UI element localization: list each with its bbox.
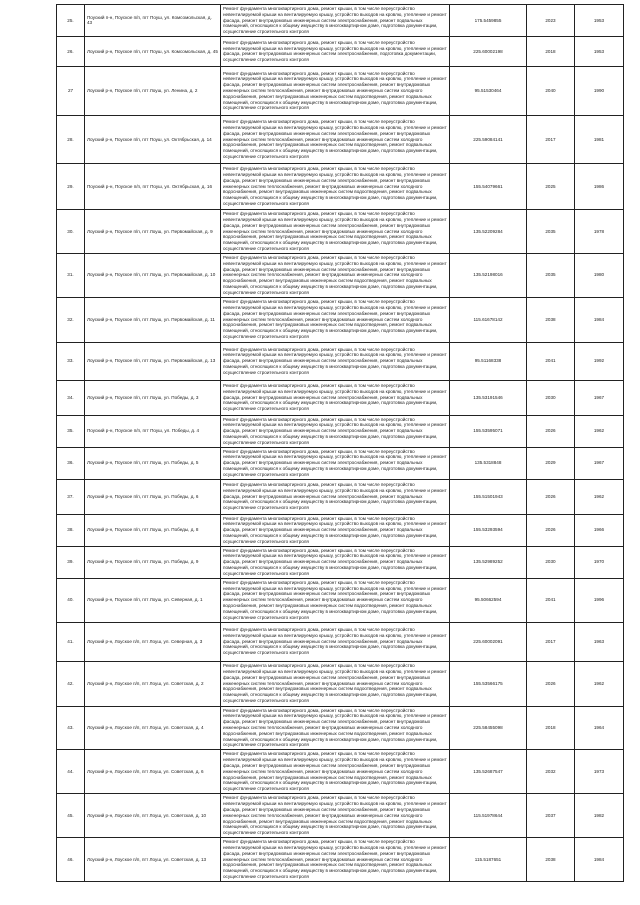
table-row: [57, 342, 624, 380]
row-built-year: 1953: [575, 36, 624, 66]
table-row: [57, 546, 624, 578]
row-work-description: Ремонт фундамента многоквартирного дома, ремонт крыши, в том числе переустройство невентилируемой крыши на вентилируемую крышу, устройство выходов на кровлю, утепление и ремонт фасада, ремонт внутридомовых инженерных систем электроснабжения, ремонт подвальных помещений, относящихся к общему имуществу в многоквартирном доме, подготовка документации, осуществление строительного контроля: [221, 479, 450, 514]
row-address: Лоуский р-н, Поуское п/п, пгт Лоуш, ул. Победы, д. 9: [85, 546, 221, 578]
row-built-year: 1973: [575, 750, 624, 794]
row-built-year: 1962: [575, 479, 624, 514]
row-built-year: 1984: [575, 838, 624, 882]
row-built-year: 1966: [575, 514, 624, 546]
table-row: [57, 66, 624, 115]
row-number: 27: [57, 66, 85, 115]
row-planned-year: 2041: [527, 342, 575, 380]
row-address: Лоуский р-н, Поуское п/п, пгт Поуш, ул. Октябрьская, д. 14: [85, 115, 221, 163]
row-planned-year: 2030: [527, 546, 575, 578]
row-planned-year: 2041: [527, 578, 575, 622]
table-row: [57, 36, 624, 66]
row-address: Лоуский р-н, Поуское п/п, пгт Лоуш, ул. Победы, д. 5: [85, 447, 221, 479]
row-address: Лоуский р-н, Лоуское п/п, пгт Лоуш, ул. Советская, д. 6: [85, 750, 221, 794]
row-planned-year: 2038: [527, 838, 575, 882]
table-row: [57, 706, 624, 750]
row-address: Лоуский р-н, Поуское п/п, пгт Лоуш, ул. Победы, д. 6: [85, 479, 221, 514]
row-number: 33.: [57, 342, 85, 380]
row-planned-year: 2029: [527, 447, 575, 479]
row-number: 36.: [57, 447, 85, 479]
row-planned-year: 2035: [527, 253, 575, 297]
row-number: 29.: [57, 163, 85, 209]
row-work-description: Ремонт фундамента многоквартирного дома, ремонт крыши, в том числе переустройство невентилируемой крыши на вентилируемую крышу, устройство выходов на кровлю, утепление и ремонт фасада, ремонт внутридомовых инженерных систем электроснабжения, ремонт подвальных помещений, относящихся к общему имуществу в многоквартирном доме, подготовка документации, осуществление строительного контроля: [221, 5, 450, 37]
row-built-year: 1970: [575, 546, 624, 578]
row-work-description: Ремонт фундамента многоквартирного дома, ремонт крыши, в том числе переустройство невентилируемой крыши на вентилируемую крышу, устройство выходов на кровлю, утепление и ремонт фасада, ремонт внутридомовых инженерных систем электроснабжения, ремонт внутридомовых инженерных систем теплоснабжения, ремонт внутридомовых инженерных систем холодного водоснабжения, ремонт внутридомовых инженерных систем водоотведения, ремонт подвальных помещений, относящихся к общему имуществу в многоквартирном доме, подготовка документации, осуществление строительного контроля: [221, 750, 450, 794]
row-work-description: Ремонт фундамента многоквартирного дома, ремонт крыши, в том числе переустройство невентилируемой крыши на вентилируемую крышу, устройство выходов на кровлю, утепление и ремонт фасада, ремонт внутридомовых инженерных систем электроснабжения, ремонт внутридомовых инженерных систем теплоснабжения, ремонт внутридомовых инженерных систем холодного водоснабжения, ремонт внутридомовых инженерных систем водоотведения, ремонт подвальных помещений, относящихся к общему имуществу в многоквартирном доме, подготовка документации, осуществление строительного контроля: [221, 163, 450, 209]
row-work-description: Ремонт фундамента многоквартирного дома, ремонт крыши, в том числе переустройство невентилируемой крыши на вентилируемую крышу, устройство выходов на кровлю, утепление и ремонт фасада, ремонт внутридомовых инженерных систем электроснабжения, ремонт подвальных помещений, относящихся к общему имуществу в многоквартирном доме, подготовка документации, осуществление строительного контроля: [221, 622, 450, 661]
row-built-year: 1953: [575, 5, 624, 37]
row-cost: 135.5318848: [450, 447, 527, 479]
row-built-year: 1990: [575, 66, 624, 115]
row-address: Лоуский р-н, Поуское п/п, пгт Лоуш, ул. Первомайская, д. 13: [85, 342, 221, 380]
row-number: 25.: [57, 5, 85, 37]
row-address: Поуский п-н, Поуское п/п, пгт Поуш, ул. Комсомольская, д. 43: [85, 5, 221, 37]
row-number: 38.: [57, 514, 85, 546]
row-address: Лоуский р-н, Поуское п/п, пгт Лоуш, ул. Ленина, д. 2: [85, 66, 221, 115]
row-built-year: 1982: [575, 794, 624, 838]
table-row: [57, 447, 624, 479]
table-body: [57, 5, 624, 882]
row-work-description: Ремонт фундамента многоквартирного дома, ремонт крыши, в том числе переустройство невентилируемой крыши на вентилируемую крышу, устройство выходов на кровлю, утепление и ремонт фасада, ремонт внутридомовых инженерных систем электроснабжения, ремонт подвальных помещений, относящихся к общему имуществу в многоквартирном доме, подготовка документации, осуществление строительного контроля: [221, 342, 450, 380]
row-cost: 175.5459855: [450, 5, 527, 37]
row-planned-year: 2035: [527, 209, 575, 253]
row-work-description: Ремонт фундамента многоквартирного дома, ремонт крыши, в том числе переустройство невентилируемой крыши на вентилируемую крышу, устройство выходов на кровлю, утепление и ремонт фасада, ремонт внутридомовых инженерных систем электроснабжения, ремонт внутридомовых инженерных систем теплоснабжения, ремонт внутридомовых инженерных систем холодного водоснабжения, ремонт внутридомовых инженерных систем водоотведения, ремонт подвальных помещений, относящихся к общему имуществу в многоквартирном доме, подготовка документации, осуществление строительного контроля: [221, 794, 450, 838]
row-work-description: Ремонт фундамента многоквартирного дома, ремонт крыши, в том числе переустройство невентилируемой крыши на вентилируемую крышу, устройство выходов на кровлю, утепление и ремонт фасада, ремонт внутридомовых инженерных систем электроснабжения, подготовка документации, осуществление строительного контроля: [221, 36, 450, 66]
row-cost: 155.51501943: [450, 479, 527, 514]
row-built-year: 1992: [575, 342, 624, 380]
row-planned-year: 2032: [527, 750, 575, 794]
row-planned-year: 2018: [527, 36, 575, 66]
row-address: Лоуский р-н, Лоуское п/п, пгт Лоуш, ул. Советская, д. 2: [85, 661, 221, 706]
row-planned-year: 2018: [527, 706, 575, 750]
row-cost: 135.52989252: [450, 546, 527, 578]
row-address: Лоуский р-н, Поуское п/п, пгт Лоуш, ул. Первомайская, д. 11: [85, 297, 221, 342]
row-work-description: Ремонт фундамента многоквартирного дома, ремонт крыши, в том числе переустройство невентилируемой крыши на вентилируемую крышу, устройство выходов на кровлю, утепление и ремонт фасада, ремонт внутридомовых инженерных систем электроснабжения, ремонт внутридомовых инженерных систем теплоснабжения, ремонт внутридомовых инженерных систем холодного водоснабжения, ремонт внутридомовых инженерных систем водоотведения, ремонт подвальных помещений, относящихся к общему имуществу в многоквартирном доме, подготовка документации, осуществление строительного контроля: [221, 253, 450, 297]
row-number: 46.: [57, 838, 85, 882]
row-number: 40.: [57, 578, 85, 622]
row-number: 41.: [57, 622, 85, 661]
row-address: Лоуский р-н, Поуское п/п, пгт Лоуш, ул. Первомайская, д. 9: [85, 209, 221, 253]
row-built-year: 1978: [575, 209, 624, 253]
row-built-year: 1986: [575, 163, 624, 209]
table-row: [57, 415, 624, 447]
table-row: [57, 750, 624, 794]
table-row: [57, 514, 624, 546]
table-row: [57, 297, 624, 342]
row-work-description: Ремонт фундамента многоквартирного дома, ремонт крыши, в том числе переустройство невентилируемой крыши на вентилируемую крышу, устройство выходов на кровлю, утепление и ремонт фасада, ремонт внутридомовых инженерных систем электроснабжения, ремонт внутридомовых инженерных систем теплоснабжения, ремонт внутридомовых инженерных систем холодного водоснабжения, ремонт внутридомовых инженерных систем водоотведения, ремонт подвальных помещений, относящихся к общему имуществу в многоквартирном доме, подготовка документации, осуществление строительного контроля: [221, 838, 450, 882]
row-address: Лоуский р-н, Поуское п/п, пгт Поуш, ул. Комсомольская, д. 45: [85, 36, 221, 66]
row-address: Лоуский р-н, Поуское п/п, пгт Лоуш, ул. Первомайская, д. 10: [85, 253, 221, 297]
row-work-description: Ремонт фундамента многоквартирного дома, ремонт крыши, в том числе переустройство невентилируемой крыши на вентилируемую крышу, устройство выходов на кровлю, утепление и ремонт фасада, ремонт внутридомовых инженерных систем электроснабжения, ремонт внутридомовых инженерных систем теплоснабжения, ремонт внутридомовых инженерных систем холодного водоснабжения, ремонт внутридомовых инженерных систем водоотведения, ремонт подвальных помещений, относящихся к общему имуществу в многоквартирном доме, подготовка документации, осуществление строительного контроля: [221, 661, 450, 706]
row-number: 43.: [57, 706, 85, 750]
row-cost: 135.52198016: [450, 253, 527, 297]
row-cost: 155.53566175: [450, 661, 527, 706]
row-cost: 95.50662594: [450, 578, 527, 622]
table-row: [57, 479, 624, 514]
table-row: [57, 661, 624, 706]
row-planned-year: 2037: [527, 794, 575, 838]
row-work-description: Ремонт фундамента многоквартирного дома, ремонт крыши, в том числе переустройство невентилируемой крыши на вентилируемую крышу, устройство выходов на кровлю, утепление и ремонт фасада, ремонт внутридомовых инженерных систем электроснабжения, ремонт подвальных помещений, относящихся к общему имуществу в многоквартирном доме, подготовка документации, осуществление строительного контроля: [221, 514, 450, 546]
row-address: Лоуский р-н, Поуское п/п, пгт Лоуш, ул. Северная, д. 1: [85, 578, 221, 622]
row-address: Лоуский р-н, Лоуское п/п, пгт Лоуш, ул. Советская, д. 13: [85, 838, 221, 882]
row-planned-year: 2017: [527, 622, 575, 661]
row-number: 31.: [57, 253, 85, 297]
row-built-year: 1967: [575, 380, 624, 415]
row-cost: 135.53191546: [450, 380, 527, 415]
row-work-description: Ремонт фундамента многоквартирного дома, ремонт крыши, в том числе переустройство невентилируемой крыши на вентилируемую крышу, устройство выходов на кровлю, утепление и ремонт фасада, ремонт внутридомовых инженерных систем электроснабжения, ремонт внутридомовых инженерных систем теплоснабжения, ремонт внутридомовых инженерных систем холодного водоснабжения, ремонт внутридомовых инженерных систем водоотведения, ремонт подвальных помещений, относящихся к общему имуществу в многоквартирном доме, подготовка документации, осуществление строительного контроля: [221, 297, 450, 342]
row-cost: 135.52687547: [450, 750, 527, 794]
row-planned-year: 2030: [527, 380, 575, 415]
row-cost: 225.60002198: [450, 36, 527, 66]
table-row: [57, 115, 624, 163]
row-number: 45.: [57, 794, 85, 838]
row-work-description: Ремонт фундамента многоквартирного дома, ремонт крыши, в том числе переустройство невентилируемой крыши на вентилируемую крышу, устройство выходов на кровлю, утепление и ремонт фасада, ремонт внутридомовых инженерных систем электроснабжения, ремонт подвальных помещений, относящихся к общему имуществу в многоквартирном доме, подготовка документации, осуществление строительного контроля: [221, 546, 450, 578]
row-work-description: Ремонт фундамента многоквартирного дома, ремонт крыши, в том числе переустройство невентилируемой крыши на вентилируемую крышу, устройство выходов на кровлю, утепление и ремонт фасада, ремонт внутридомовых инженерных систем электроснабжения, ремонт внутридомовых инженерных систем теплоснабжения, ремонт внутридомовых инженерных систем холодного водоснабжения, ремонт внутридомовых инженерных систем водоотведения, ремонт подвальных помещений, относящихся к общему имуществу в многоквартирном доме, подготовка документации, осуществление строительного контроля: [221, 209, 450, 253]
repair-program-table: [56, 4, 624, 882]
row-built-year: 1967: [575, 447, 624, 479]
table-row: [57, 209, 624, 253]
row-cost: 155.53293594: [450, 514, 527, 546]
table-row: [57, 253, 624, 297]
row-planned-year: 2038: [527, 297, 575, 342]
table-row: [57, 794, 624, 838]
row-built-year: 1996: [575, 578, 624, 622]
row-cost: 135.52209284: [450, 209, 527, 253]
row-planned-year: 2017: [527, 115, 575, 163]
row-cost: 155.54079661: [450, 163, 527, 209]
row-address: Лоуский р-н, Поуское п/п, пгт Лоуш, ул. Победы, д. 8: [85, 514, 221, 546]
table-row: [57, 163, 624, 209]
row-number: 30.: [57, 209, 85, 253]
row-number: 28.: [57, 115, 85, 163]
row-cost: 115.5187651: [450, 838, 527, 882]
row-cost: 95.51530464: [450, 66, 527, 115]
row-address: Лоуский р-н, Поуское п/п, пгт Лоуш, ул. Победы, д. 3: [85, 380, 221, 415]
row-number: 44.: [57, 750, 85, 794]
row-cost: 225.60002091: [450, 622, 527, 661]
row-planned-year: 2023: [527, 5, 575, 37]
row-built-year: 1964: [575, 706, 624, 750]
row-planned-year: 2040: [527, 66, 575, 115]
row-work-description: Ремонт фундамента многоквартирного дома, ремонт крыши, в том числе переустройство невентилируемой крыши на вентилируемую крышу, устройство выходов на кровлю, утепление и ремонт фасада, ремонт внутридомовых инженерных систем электроснабжения, ремонт внутридомовых инженерных систем теплоснабжения, ремонт внутридомовых инженерных систем холодного водоснабжения, ремонт внутридомовых инженерных систем водоотведения, ремонт подвальных помещений, относящихся к общему имуществу в многоквартирном доме, подготовка документации, осуществление строительного контроля: [221, 578, 450, 622]
row-cost: 115.61678142: [450, 297, 527, 342]
row-cost: 155.53595071: [450, 415, 527, 447]
row-built-year: 1984: [575, 297, 624, 342]
row-address: Поуский р-н, Поуское п/п, пгт Поуш, ул. Победы, д. 4: [85, 415, 221, 447]
row-address: Лоуский р-н, Лоуское п/п, пгт Лоуш, ул. Советская, д. 10: [85, 794, 221, 838]
row-number: 42.: [57, 661, 85, 706]
row-work-description: Ремонт фундамента многоквартирного дома, ремонт крыши, в том числе переустройство невентилируемой крыши на вентилируемую крышу, устройство выходов на кровлю, утепление и ремонт фасада, ремонт внутридомовых инженерных систем электроснабжения, ремонт подвальных помещений, относящихся к общему имуществу в многоквартирном доме, подготовка документации, осуществление строительного контроля: [221, 415, 450, 447]
table-row: [57, 622, 624, 661]
table-row: [57, 5, 624, 37]
row-work-description: Ремонт фундамента многоквартирного дома, ремонт крыши, в том числе переустройство невентилируемой крыши на вентилируемую крышу, устройство выходов на кровлю, утепление и ремонт фасада, ремонт внутридомовых инженерных систем электроснабжения, ремонт подвальных помещений, относящихся к общему имуществу в многоквартирном доме, подготовка документации, осуществление строительного контроля: [221, 380, 450, 415]
row-work-description: Ремонт фундамента многоквартирного дома, ремонт крыши, в том числе переустройство невентилируемой крыши на вентилируемую крышу, устройство выходов на кровлю, утепление и ремонт фасада, ремонт внутридомовых инженерных систем электроснабжения, ремонт внутридомовых инженерных систем теплоснабжения, ремонт внутридомовых инженерных систем холодного водоснабжения, ремонт внутридомовых инженерных систем водоотведения, ремонт подвальных помещений, относящихся к общему имуществу в многоквартирном доме, подготовка документации, осуществление строительного контроля: [221, 66, 450, 115]
row-address: Поуский р-н, Поуское п/п, пгт Поуш, ул. Октябрьская, д. 16: [85, 163, 221, 209]
row-work-description: Ремонт фундамента многоквартирного дома, ремонт крыши, в том числе переустройство невентилируемой крыши на вентилируемую крышу, устройство выходов на кровлю, утепление и ремонт фасада, ремонт внутридомовых инженерных систем электроснабжения, ремонт внутридомовых инженерных систем теплоснабжения, ремонт внутридомовых инженерных систем холодного водоснабжения, ремонт внутридомовых инженерных систем водоотведения, ремонт подвальных помещений, относящихся к общему имуществу в многоквартирном доме, подготовка документации, осуществление строительного контроля: [221, 706, 450, 750]
row-built-year: 1980: [575, 253, 624, 297]
row-number: 37.: [57, 479, 85, 514]
row-number: 35.: [57, 415, 85, 447]
row-cost: 225.58455098: [450, 706, 527, 750]
row-address: Лоуский р-н, Лоуское п/п, пгт Лоуш, ул. Северная, д. 3: [85, 622, 221, 661]
table-row: [57, 578, 624, 622]
row-cost: 95.51168338: [450, 342, 527, 380]
row-planned-year: 2025: [527, 163, 575, 209]
row-address: Лоуский р-н, Лоуское п/п, пгт Лоуш, ул. Советская, д. 4: [85, 706, 221, 750]
row-built-year: 1962: [575, 661, 624, 706]
row-planned-year: 2026: [527, 479, 575, 514]
row-built-year: 1963: [575, 622, 624, 661]
row-work-description: Ремонт фундамента многоквартирного дома, ремонт крыши, в том числе переустройство невентилируемой крыши на вентилируемую крышу, устройство выходов на кровлю, утепление и ремонт фасада, ремонт внутридомовых инженерных систем электроснабжения, ремонт внутридомовых инженерных систем теплоснабжения, ремонт внутридомовых инженерных систем холодного водоснабжения, ремонт внутридомовых инженерных систем водоотведения, ремонт подвальных помещений, относящихся к общему имуществу в многоквартирном доме, подготовка документации, осуществление строительного контроля: [221, 115, 450, 163]
row-cost: 115.51978644: [450, 794, 527, 838]
row-work-description: Ремонт фундамента многоквартирного дома, ремонт крыши, в том числе переустройство невентилируемой крыши на вентилируемую крышу, устройство выходов на кровлю, утепление и ремонт фасада, ремонт внутридомовых инженерных систем электроснабжения, ремонт подвальных помещений, относящихся к общему имуществу в многоквартирном доме, подготовка документации, осуществление строительного контроля: [221, 447, 450, 479]
table-row: [57, 838, 624, 882]
row-built-year: 1962: [575, 415, 624, 447]
row-number: 26.: [57, 36, 85, 66]
row-planned-year: 2026: [527, 661, 575, 706]
row-number: 34.: [57, 380, 85, 415]
row-cost: 225.59084141: [450, 115, 527, 163]
table-row: [57, 380, 624, 415]
row-built-year: 1981: [575, 115, 624, 163]
row-planned-year: 2026: [527, 415, 575, 447]
row-number: 39.: [57, 546, 85, 578]
row-number: 32.: [57, 297, 85, 342]
row-planned-year: 2026: [527, 514, 575, 546]
